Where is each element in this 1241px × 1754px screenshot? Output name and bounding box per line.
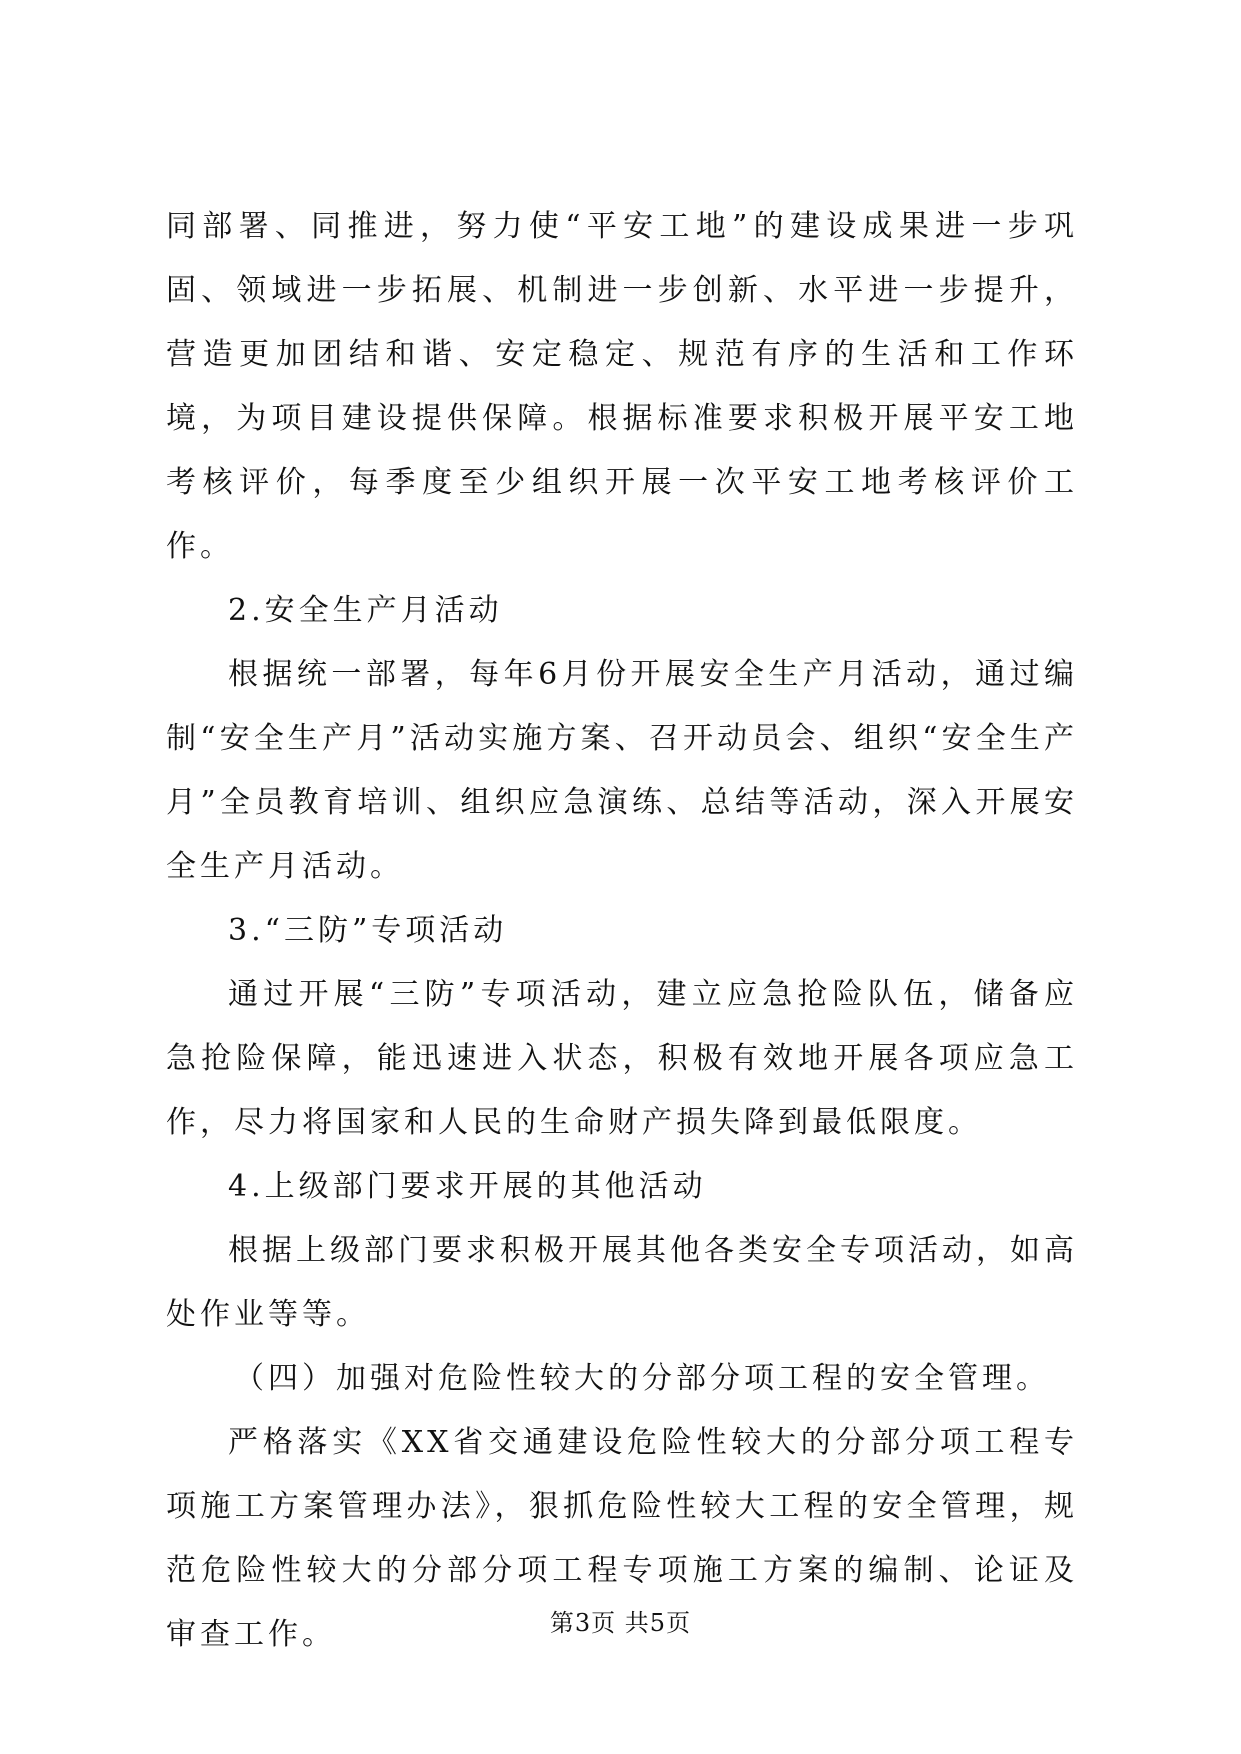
paragraph-other-activities: 根据上级部门要求积极开展其他各类安全专项活动，如高处作业等等。 [166,1233,1078,1332]
subheading-three-prevention: 3.“三防”专项活动 [228,913,508,948]
paragraph-continuation: 同部署、同推进，努力使“平安工地”的建设成果进一步巩固、领域进一步拓展、机制进一步创新、水平进一步提升，营造更加团结和谐、安定稳定、规范有序的生活和工作环境，为项目建设提供保障。根据标准要求积极开展平安工地考核评价，每季度至少组织开展一次平安工地考核评价工作。 [166,209,1078,564]
document-body [166,195,1078,1667]
paragraph-hazardous-projects: 严格落实《XX省交通建设危险性较大的分部分项工程专项施工方案管理办法》，狠抓危险性较大工程的安全管理，规范危险性较大的分部分项工程专项施工方案的编制、论证及审查工作。 [166,1425,1078,1652]
paragraph-three-prevention: 通过开展“三防”专项活动，建立应急抢险队伍，储备应急抢险保障，能迅速进入状态，积极有效地开展各项应急工作，尽力将国家和人民的生命财产损失降到最低限度。 [166,977,1078,1140]
page-number-footer: 第3页 共5页 [549,1609,692,1637]
section-heading-four: （四）加强对危险性较大的分部分项工程的安全管理。 [234,1361,1050,1396]
paragraph-safety-month: 根据统一部署，每年6月份开展安全生产月活动，通过编制“安全生产月”活动实施方案、召开动员会、组织“安全生产月”全员教育培训、组织应急演练、总结等活动，深入开展安全生产月活动。 [166,657,1078,884]
subheading-other-activities: 4.上级部门要求开展的其他活动 [228,1169,707,1204]
subheading-safety-month: 2.安全生产月活动 [228,593,503,628]
